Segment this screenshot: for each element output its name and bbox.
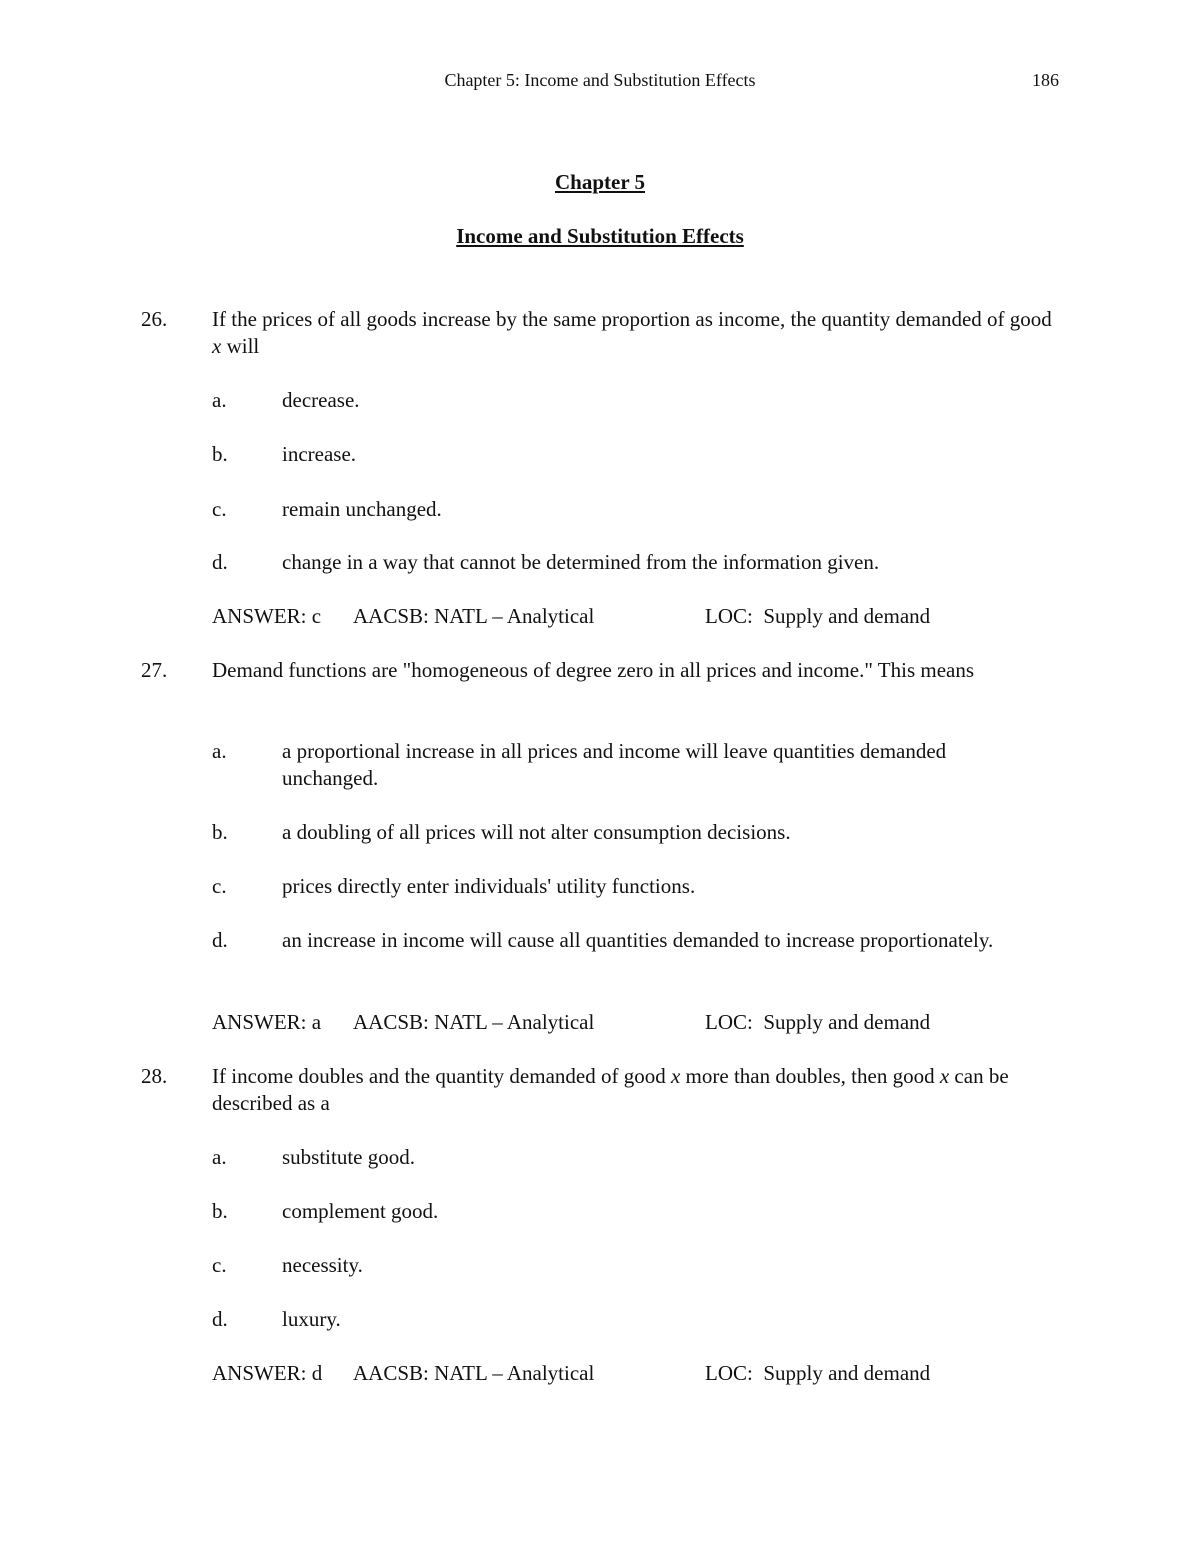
aacsb-tag: AACSB: NATL – Analytical <box>353 1010 595 1034</box>
question-stem: Demand functions are "homogeneous of degree zero in all prices and income." This means <box>212 658 975 682</box>
option-text: decrease. <box>282 388 360 412</box>
option-letter: d. <box>212 1307 228 1331</box>
question-number: 27. <box>141 658 168 682</box>
running-title: Chapter 5: Income and Substitution Effects <box>444 70 756 90</box>
page-number: 186 <box>1032 70 1059 90</box>
page-header <box>0 70 1200 98</box>
loc-tag: LOC: Supply and demand <box>705 1361 931 1385</box>
loc-tag: LOC: Supply and demand <box>705 604 931 628</box>
option-letter: b. <box>212 442 228 466</box>
option-text: an increase in income will cause all quantities demanded to increase proportionately. <box>282 928 994 952</box>
aacsb-tag: AACSB: NATL – Analytical <box>353 604 595 628</box>
option-text: increase. <box>282 442 357 466</box>
answer-key: ANSWER: c <box>212 604 322 628</box>
question-number: 28. <box>141 1064 168 1088</box>
option-letter: b. <box>212 1199 228 1223</box>
chapter-subtitle: Income and Substitution Effects <box>456 224 744 248</box>
option-letter: a. <box>212 739 227 763</box>
option-text: substitute good. <box>282 1145 416 1169</box>
option-letter: c. <box>212 874 227 898</box>
question-stem: If income doubles and the quantity demanded of good x more than doubles, then good x can be described as a <box>212 1064 1009 1115</box>
option-text: remain unchanged. <box>282 497 442 521</box>
option-letter: d. <box>212 928 228 952</box>
question-stem: If the prices of all goods increase by the same proportion as income, the quantity demanded of good x will <box>212 307 1052 358</box>
option-text: a proportional increase in all prices and income will leave quantities demanded unchanged. <box>282 739 947 790</box>
option-text: necessity. <box>282 1253 363 1277</box>
option-letter: c. <box>212 1253 227 1277</box>
option-letter: a. <box>212 388 227 412</box>
option-text: prices directly enter individuals' utility functions. <box>282 874 696 898</box>
option-text: a doubling of all prices will not alter consumption decisions. <box>282 820 791 844</box>
option-text: complement good. <box>282 1199 439 1223</box>
option-text: change in a way that cannot be determined from the information given. <box>282 550 880 574</box>
aacsb-tag: AACSB: NATL – Analytical <box>353 1361 595 1385</box>
answer-key: ANSWER: d <box>212 1361 323 1385</box>
option-letter: c. <box>212 497 227 521</box>
option-letter: b. <box>212 820 228 844</box>
question-number: 26. <box>141 307 168 331</box>
loc-tag: LOC: Supply and demand <box>705 1010 931 1034</box>
option-letter: a. <box>212 1145 227 1169</box>
answer-key: ANSWER: a <box>212 1010 322 1034</box>
chapter-title: Chapter 5 <box>554 170 646 194</box>
option-text: luxury. <box>282 1307 341 1331</box>
option-letter: d. <box>212 550 228 574</box>
